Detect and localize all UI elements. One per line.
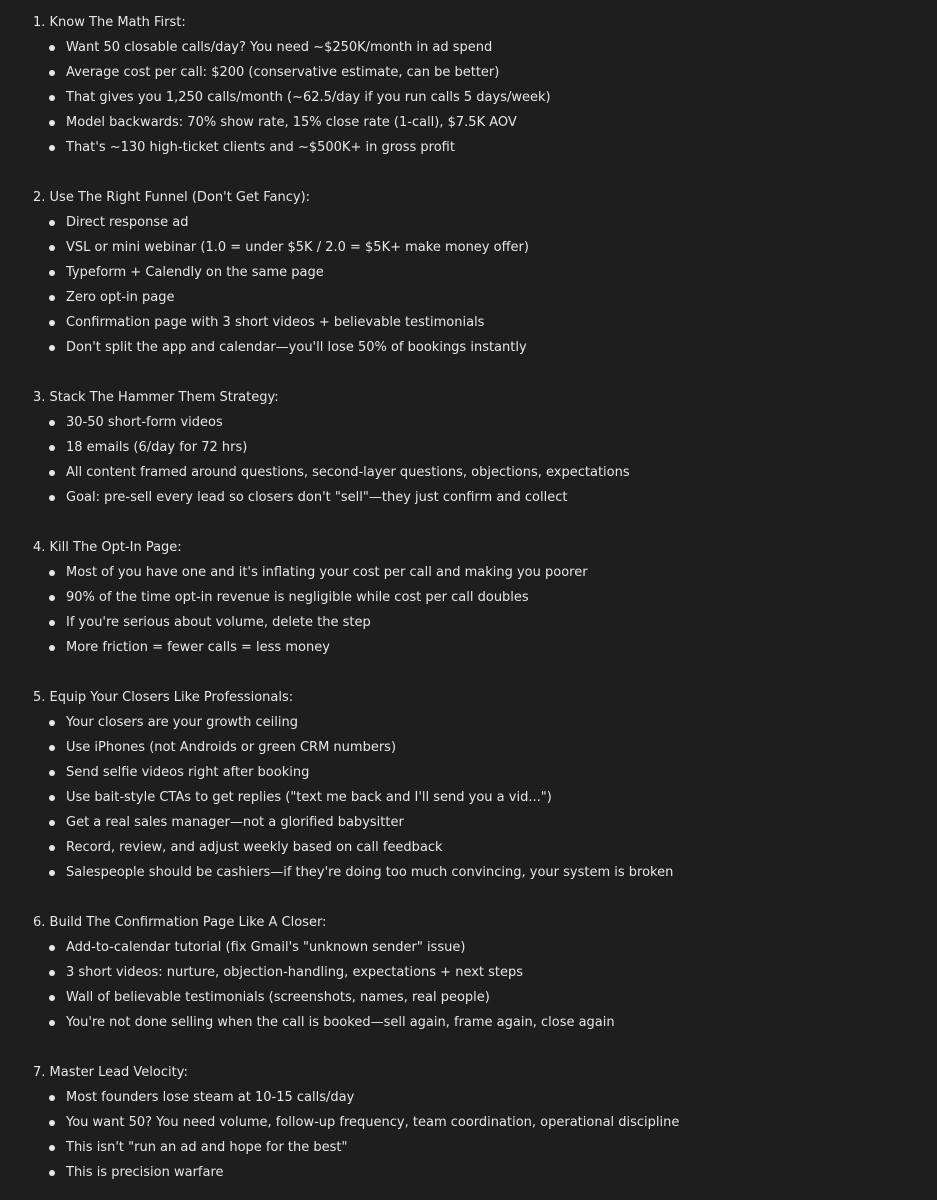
- bullet-list: [33, 560, 937, 660]
- list-item-text: 90% of the time opt-in revenue is negligible while cost per call doubles: [66, 590, 529, 605]
- list-item-text: Direct response ad: [66, 215, 189, 230]
- bullet-dot-icon: [49, 245, 55, 251]
- list-item: [33, 985, 937, 1010]
- bullet-dot-icon: [49, 870, 55, 876]
- list-item: [33, 235, 937, 260]
- list-item-text: Record, review, and adjust weekly based on call feedback: [66, 840, 443, 855]
- section-title: 3. Stack The Hammer Them Strategy:: [33, 390, 279, 405]
- bullet-dot-icon: [49, 470, 55, 476]
- list-item: [33, 760, 937, 785]
- list-item-text: Salespeople should be cashiers—if they're doing too much convincing, your system is broken: [66, 865, 674, 880]
- list-item-text: Don't split the app and calendar—you'll lose 50% of bookings instantly: [66, 340, 527, 355]
- list-item-text: 30-50 short-form videos: [66, 415, 223, 430]
- bullet-dot-icon: [49, 345, 55, 351]
- bullet-dot-icon: [49, 420, 55, 426]
- list-item: [33, 560, 937, 585]
- list-item-text: Send selfie videos right after booking: [66, 765, 310, 780]
- list-item: [33, 35, 937, 60]
- section-know-the-math: [33, 10, 937, 160]
- list-item: [33, 735, 937, 760]
- list-item-text: This is precision warfare: [66, 1165, 224, 1180]
- list-item-text: Model backwards: 70% show rate, 15% close rate (1-call), $7.5K AOV: [66, 115, 517, 130]
- bullet-dot-icon: [49, 845, 55, 851]
- section-title: 5. Equip Your Closers Like Professionals:: [33, 690, 294, 705]
- list-item-text: Most of you have one and it's inflating your cost per call and making you poorer: [66, 565, 588, 580]
- bullet-dot-icon: [49, 495, 55, 501]
- list-item-text: All content framed around questions, second-layer questions, objections, expectations: [66, 465, 630, 480]
- section-right-funnel: [33, 185, 937, 360]
- list-item: [33, 810, 937, 835]
- list-item: [33, 410, 937, 435]
- list-item-text: That's ~130 high-ticket clients and ~$500K+ in gross profit: [66, 140, 455, 155]
- list-item-text: VSL or mini webinar (1.0 = under $5K / 2.0 = $5K+ make money offer): [66, 240, 529, 255]
- list-item: [33, 310, 937, 335]
- list-item-text: Confirmation page with 3 short videos + believable testimonials: [66, 315, 485, 330]
- list-item-text: If you're serious about volume, delete the step: [66, 615, 371, 630]
- list-item-text: Want 50 closable calls/day? You need ~$250K/month in ad spend: [66, 40, 493, 55]
- section-title: 2. Use The Right Funnel (Don't Get Fancy):: [33, 190, 311, 205]
- section-title: 6. Build The Confirmation Page Like A Closer:: [33, 915, 327, 930]
- list-item-text: You want 50? You need volume, follow-up frequency, team coordination, operational discipline: [66, 1115, 680, 1130]
- list-item: [33, 260, 937, 285]
- bullet-dot-icon: [49, 1145, 55, 1151]
- bullet-dot-icon: [49, 1095, 55, 1101]
- list-item-text: Average cost per call: $200 (conservative estimate, can be better): [66, 65, 500, 80]
- bullet-dot-icon: [49, 270, 55, 276]
- list-item-text: 18 emails (6/day for 72 hrs): [66, 440, 248, 455]
- list-item: [33, 1160, 937, 1185]
- bullet-list: [33, 710, 937, 885]
- bullet-dot-icon: [49, 645, 55, 651]
- section-title: 7. Master Lead Velocity:: [33, 1065, 188, 1080]
- section-hammer-strategy: [33, 385, 937, 510]
- list-item: [33, 335, 937, 360]
- bullet-dot-icon: [49, 820, 55, 826]
- bullet-dot-icon: [49, 445, 55, 451]
- list-item-text: Get a real sales manager—not a glorified babysitter: [66, 815, 404, 830]
- list-item-text: Use bait-style CTAs to get replies ("text me back and I'll send you a vid..."): [66, 790, 552, 805]
- list-item-text: Wall of believable testimonials (screenshots, names, real people): [66, 990, 490, 1005]
- bullet-dot-icon: [49, 620, 55, 626]
- list-item: [33, 835, 937, 860]
- list-item: [33, 210, 937, 235]
- list-item: [33, 785, 937, 810]
- list-item: [33, 135, 937, 160]
- list-item: [33, 610, 937, 635]
- list-item-text: You're not done selling when the call is booked—sell again, frame again, close again: [66, 1015, 615, 1030]
- section-lead-velocity: [33, 1060, 937, 1185]
- list-item: [33, 110, 937, 135]
- list-item: [33, 635, 937, 660]
- list-item-text: More friction = fewer calls = less money: [66, 640, 330, 655]
- section-equip-closers: [33, 685, 937, 885]
- list-item: [33, 85, 937, 110]
- bullet-dot-icon: [49, 1020, 55, 1026]
- list-item-text: Zero opt-in page: [66, 290, 175, 305]
- bullet-dot-icon: [49, 145, 55, 151]
- list-item: [33, 485, 937, 510]
- list-item-text: Most founders lose steam at 10-15 calls/day: [66, 1090, 355, 1105]
- list-item-text: This isn't "run an ad and hope for the best": [66, 1140, 348, 1155]
- list-item: [33, 585, 937, 610]
- bullet-dot-icon: [49, 745, 55, 751]
- list-item: [33, 860, 937, 885]
- bullet-dot-icon: [49, 120, 55, 126]
- bullet-dot-icon: [49, 1170, 55, 1176]
- list-item: [33, 710, 937, 735]
- bullet-list: [33, 35, 937, 160]
- list-item-text: Goal: pre-sell every lead so closers don't "sell"—they just confirm and collect: [66, 490, 568, 505]
- bullet-dot-icon: [49, 945, 55, 951]
- bullet-dot-icon: [49, 770, 55, 776]
- list-item: [33, 60, 937, 85]
- list-item: [33, 935, 937, 960]
- list-item-text: Use iPhones (not Androids or green CRM numbers): [66, 740, 397, 755]
- bullet-list: [33, 935, 937, 1035]
- bullet-dot-icon: [49, 70, 55, 76]
- list-item: [33, 435, 937, 460]
- list-item: [33, 1110, 937, 1135]
- bullet-dot-icon: [49, 220, 55, 226]
- bullet-dot-icon: [49, 795, 55, 801]
- list-item-text: Typeform + Calendly on the same page: [66, 265, 324, 280]
- list-item: [33, 1010, 937, 1035]
- list-item: [33, 285, 937, 310]
- section-confirmation-page: [33, 910, 937, 1035]
- section-title: 1. Know The Math First:: [33, 15, 186, 30]
- bullet-dot-icon: [49, 45, 55, 51]
- list-item-text: That gives you 1,250 calls/month (~62.5/day if you run calls 5 days/week): [66, 90, 551, 105]
- bullet-dot-icon: [49, 595, 55, 601]
- bullet-list: [33, 1085, 937, 1185]
- bullet-dot-icon: [49, 720, 55, 726]
- section-kill-opt-in: [33, 535, 937, 660]
- bullet-dot-icon: [49, 570, 55, 576]
- list-item: [33, 1135, 937, 1160]
- list-item: [33, 460, 937, 485]
- list-item-text: Add-to-calendar tutorial (fix Gmail's "unknown sender" issue): [66, 940, 466, 955]
- list-item: [33, 960, 937, 985]
- list-item-text: Your closers are your growth ceiling: [66, 715, 298, 730]
- bullet-dot-icon: [49, 320, 55, 326]
- bullet-dot-icon: [49, 95, 55, 101]
- list-item: [33, 1085, 937, 1110]
- bullet-list: [33, 410, 937, 510]
- bullet-dot-icon: [49, 970, 55, 976]
- bullet-dot-icon: [49, 995, 55, 1001]
- bullet-dot-icon: [49, 295, 55, 301]
- bullet-dot-icon: [49, 1120, 55, 1126]
- list-item-text: 3 short videos: nurture, objection-handling, expectations + next steps: [66, 965, 524, 980]
- bullet-list: [33, 210, 937, 360]
- section-title: 4. Kill The Opt-In Page:: [33, 540, 182, 555]
